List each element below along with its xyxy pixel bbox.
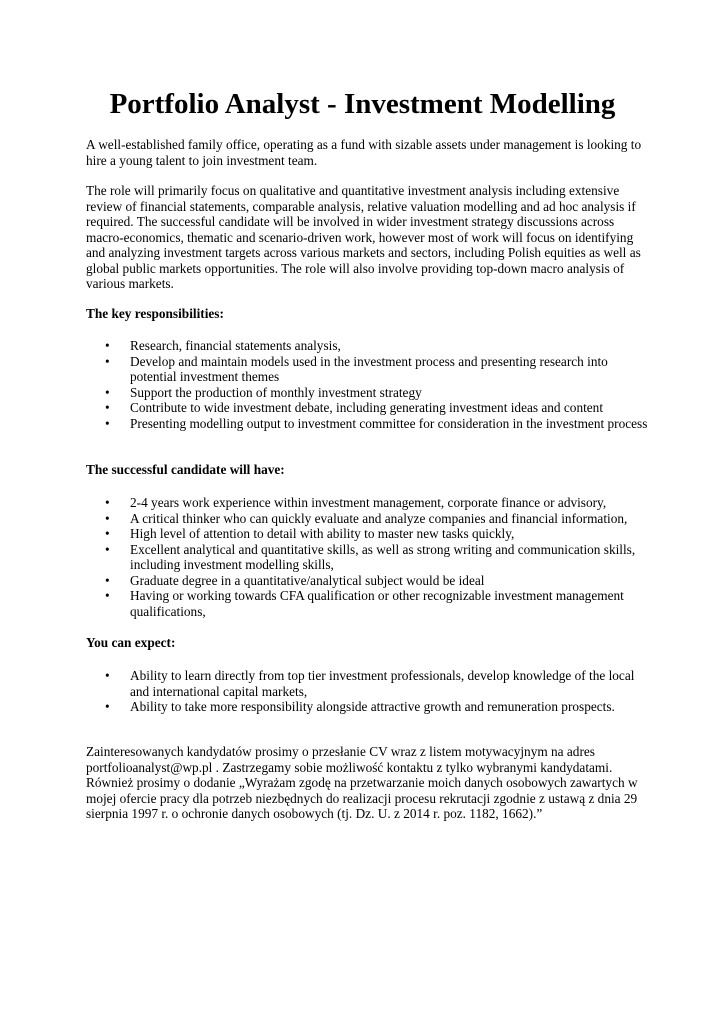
- list-item: • High level of attention to detail with ability to master new tasks quickly,: [86, 526, 648, 542]
- candidate-requirements-list: [86, 495, 648, 619]
- role-description-paragraph: The role will primarily focus on qualitative and quantitative investment analysis including extensive review of financial statements, comparable analysis, relative valuation modelling and ad hoc analysis if required. The successful candidate will be involved in wider investment strategy discussions across macro-economics, thematic and scenario-driven work, however most of work will focus on identifying and analyzing investment targets across various markets and sectors, including Polish equities as well as global public markets opportunities. The role will also involve providing top-down macro analysis of various markets.: [86, 183, 641, 291]
- closing-paragraph: Zainteresowanych kandydatów prosimy o przesłanie CV wraz z listem motywacyjnym na adres portfolioanalyst@wp.pl . Zastrzegamy sobie możliwość kontaktu z tylko wybranymi kandydatami. Również prosimy o dodanie „Wyrażam zgodę na przetwarzanie moich danych osobowych zawartych w mojej ofercie pracy dla potrzeb niezbędnych do realizacji procesu rekrutacji zgodnie z ustawą z dnia 29 sierpnia 1997 r. o ochronie danych osobowych (tj. Dz. U. z 2014 r. poz. 1182, 1662).”: [86, 744, 638, 821]
- responsibilities-heading: The key responsibilities:: [86, 306, 224, 321]
- list-item: • Having or working towards CFA qualification or other recognizable investment management qualifications,: [86, 588, 648, 619]
- list-item: • Develop and maintain models used in the investment process and presenting research into potential investment themes: [86, 354, 648, 385]
- list-item: • 2-4 years work experience within investment management, corporate finance or advisory,: [86, 495, 648, 511]
- list-item: • Presenting modelling output to investment committee for consideration in the investment process: [86, 416, 648, 432]
- list-item: • Ability to learn directly from top tier investment professionals, develop knowledge of the local and international capital markets,: [86, 668, 648, 699]
- expect-heading: You can expect:: [86, 635, 176, 650]
- responsibilities-list: [86, 338, 648, 431]
- intro-paragraph: A well-established family office, operating as a fund with sizable assets under management is looking to hire a young talent to join investment team.: [86, 137, 642, 168]
- list-item: • Graduate degree in a quantitative/analytical subject would be ideal: [86, 573, 648, 589]
- list-item: • A critical thinker who can quickly evaluate and analyze companies and financial information,: [86, 511, 648, 527]
- list-item: • Excellent analytical and quantitative skills, as well as strong writing and communication skills, including investment modelling skills,: [86, 542, 648, 573]
- list-item: • Research, financial statements analysis,: [86, 338, 648, 354]
- candidate-heading: The successful candidate will have:: [86, 462, 285, 477]
- expect-list: [86, 668, 648, 715]
- list-item: • Ability to take more responsibility alongside attractive growth and remuneration prospects.: [86, 699, 648, 715]
- list-item: • Contribute to wide investment debate, including generating investment ideas and content: [86, 400, 648, 416]
- page-title: Portfolio Analyst - Investment Modelling: [109, 88, 616, 120]
- list-item: • Support the production of monthly investment strategy: [86, 385, 648, 401]
